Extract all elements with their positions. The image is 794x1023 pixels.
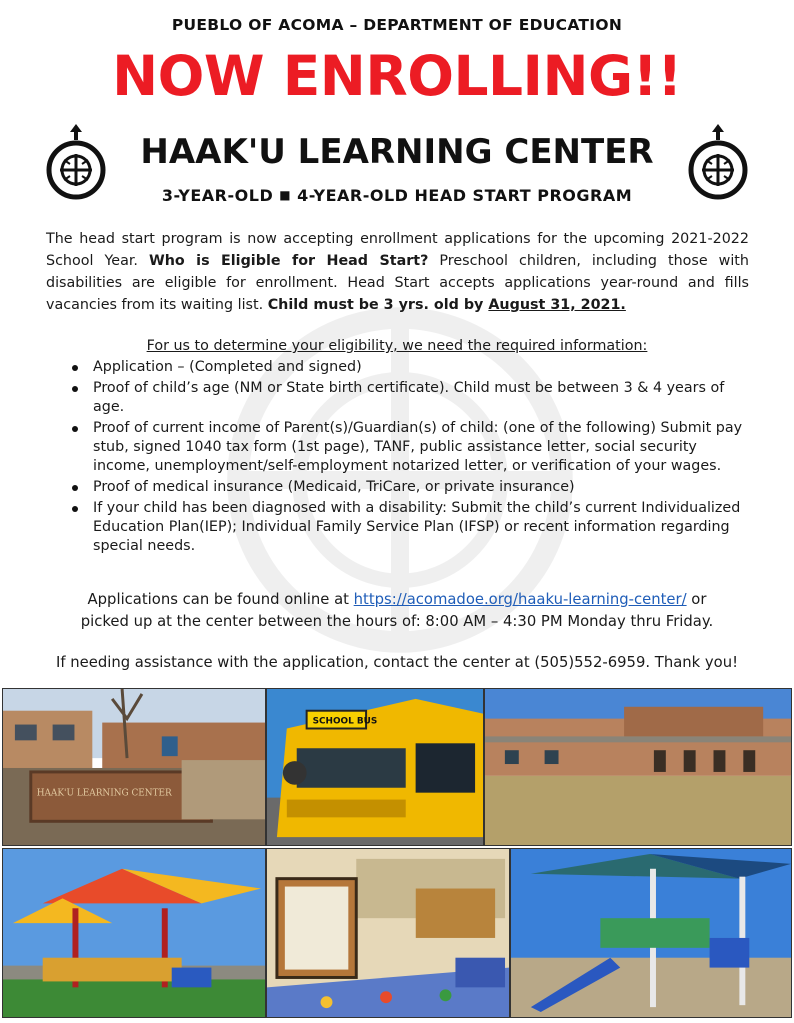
classroom-photo (266, 848, 510, 1018)
center-name-title: HAAK'U LEARNING CENTER (140, 132, 654, 172)
intro-text-1: The head start program is now accepting enrollment applications for the upcoming 2021-2022 School Year. (46, 231, 749, 269)
bullet-icon (72, 506, 78, 512)
org-title: PUEBLO OF ACOMA – DEPARTMENT OF EDUCATION (171, 16, 623, 34)
list-item: Proof of current income of Parent(s)/Guardian(s) of child: (one of the following) Submit pay stub, signed 1040 tax form (1st page), TANF, public assistance letter, social security income, unemployment/self-employment notarized letter, or verification of your wages. (70, 419, 750, 476)
playground-photo (510, 848, 792, 1018)
application-link[interactable]: https://acomadoe.org/haaku-learning-center/ (353, 591, 687, 608)
apply-hours: picked up at the center between the hours of: 8:00 AM – 4:30 PM Monday thru Friday. (80, 613, 714, 630)
apply-prefix: Applications can be found online at (87, 591, 354, 608)
program-subtitle (0, 186, 794, 205)
list-item: Proof of medical insurance (Medicaid, TriCare, or private insurance) (70, 478, 750, 497)
bus-sign-text: SCHOOL BUS (312, 716, 378, 727)
apply-suffix: or (686, 591, 707, 608)
bullet-icon (72, 365, 78, 371)
requirements-list (70, 358, 750, 558)
playground-photo (2, 848, 266, 1018)
bullet-separator: ■ (279, 188, 292, 202)
intro-text-2: Preschool children, including those with disabilities are eligible for enrollment. Head Start accepts applications year-round and fills vacancies from its waiting list. (46, 253, 749, 313)
program-part-2: 4-YEAR-OLD HEAD START PROGRAM (297, 186, 633, 205)
list-item: Application – (Completed and signed) (70, 358, 750, 377)
list-item: If your child has been diagnosed with a disability: Submit the child’s current Individualized Education Plan(IEP); Individual Family Service Plan (IFSP) or recent information regarding special needs. (70, 499, 750, 556)
learning-center-building-photo (484, 688, 792, 846)
eligibility-question: Who is Eligible for Head Start? (148, 253, 429, 269)
bullet-icon (72, 485, 78, 491)
list-item: Proof of child’s age (NM or State birth certificate). Child must be between 3 & 4 years of age. (70, 379, 750, 417)
cutoff-date: August 31, 2021. (488, 297, 626, 313)
age-requirement: Child must be 3 yrs. old by (267, 297, 489, 313)
sign-text: HAAK'U LEARNING CENTER (36, 788, 172, 799)
application-info (0, 589, 794, 633)
school-bus-photo (266, 688, 484, 846)
contact-line: If needing assistance with the application, contact the center at (505)552-6959. Thank you! (55, 654, 739, 671)
now-enrolling-headline: NOW ENROLLING!! (112, 44, 682, 108)
bullet-icon (72, 386, 78, 392)
program-part-1: 3-YEAR-OLD (161, 186, 274, 205)
learning-center-sign-photo (2, 688, 266, 846)
requirements-heading: For us to determine your eligibility, we need the required information: (146, 338, 648, 354)
bullet-icon (72, 426, 78, 432)
intro-paragraph (46, 228, 749, 316)
